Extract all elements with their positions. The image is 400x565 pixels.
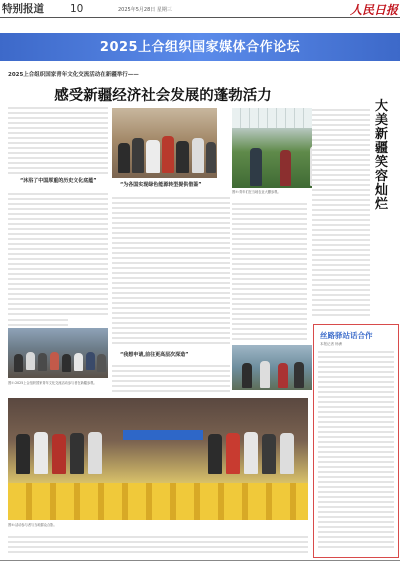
- text-column: [8, 106, 108, 176]
- sidebar-box-title: 丝路驿站话合作: [320, 331, 373, 340]
- article-headline: 感受新疆经济社会发展的蓬勃活力: [54, 87, 272, 104]
- banner-title: 2025上合组织国家媒体合作论坛: [99, 40, 301, 55]
- text-column: [8, 192, 108, 316]
- photo-caption-1: 图①:2025上合组织国家青年文化交流活动参与者在新疆参观。: [8, 381, 97, 385]
- subhead-1: “沐浴了中国厚重的历史文化底蕴”: [20, 178, 97, 184]
- issue-date: 2025年5月28日 星期三: [118, 7, 172, 13]
- text-column: [312, 108, 370, 318]
- subhead-3: “我想申请,前往更高层次深造”: [120, 352, 189, 358]
- page-number: 10: [70, 3, 84, 15]
- sidebar-box-byline: 本报记者 杨洲: [320, 342, 343, 346]
- text-column: [8, 535, 308, 555]
- photo-1: [8, 328, 108, 378]
- sidebar-vertical-title: 大美新疆 笑容灿烂: [375, 99, 389, 212]
- header-rule: [0, 17, 400, 18]
- text-column: [232, 202, 307, 342]
- subhead-2: “为各国实现绿色能源转型提供借鉴”: [120, 182, 202, 188]
- text-column: [318, 350, 394, 550]
- footer-rule: [0, 560, 400, 561]
- text-column: [112, 364, 230, 392]
- photo-2: [112, 108, 217, 178]
- photo-caption-3: 图③:活动参与者与当地群众合影。: [8, 523, 57, 527]
- photo-5: [8, 398, 308, 520]
- masthead-logo: 人民日报: [350, 3, 399, 17]
- section-label: 特别报道: [2, 3, 44, 15]
- text-column: [8, 318, 68, 328]
- text-column: [112, 196, 230, 346]
- photo-caption-2: 图②:青年们在当地农业大棚参观。: [232, 190, 281, 194]
- article-kicker: 2025上合组织国家青年文化交流活动在新疆举行——: [8, 72, 139, 78]
- photo-4: [232, 345, 312, 390]
